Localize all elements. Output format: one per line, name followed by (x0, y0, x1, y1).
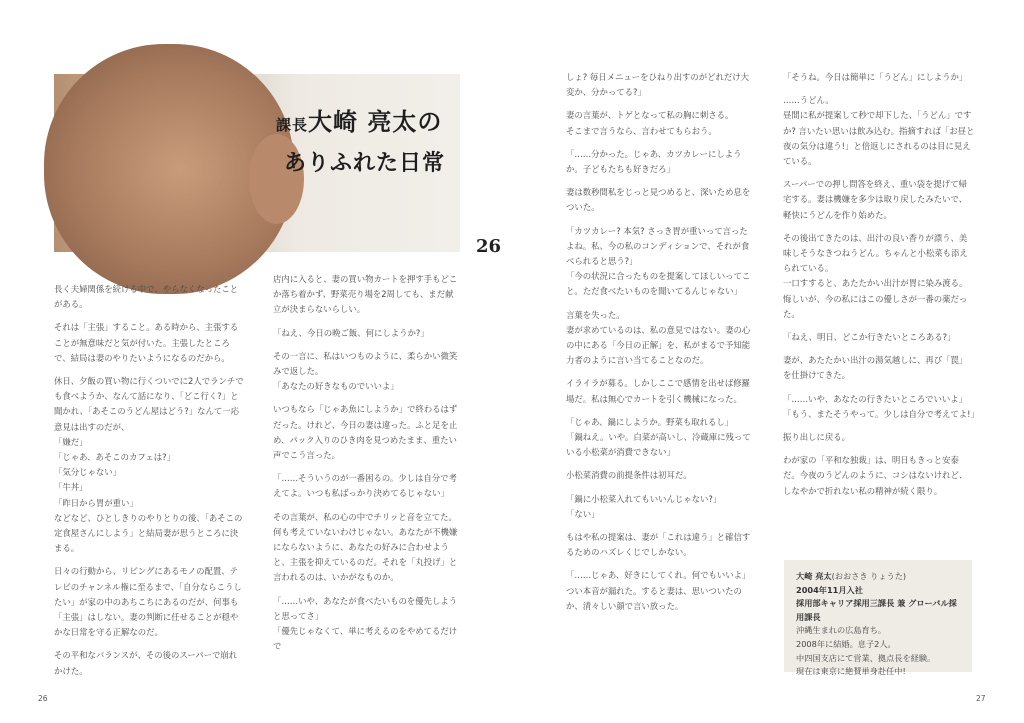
text-column-2 (273, 272, 461, 662)
profile-joined: 2004年11月入社 (796, 584, 863, 595)
paragraph: 「……じゃあ、好きにしてくれ。何でもいいよ」 つい本音が漏れた。すると妻は、思いついたのか、清々しい顔で言い放った。 (566, 570, 751, 611)
paragraph: その一言に、私はいつものように、柔らかい微笑みで返した。 「あなたの好きなものでいいよ」 (273, 350, 458, 392)
paragraph: 「……分かった。じゃあ、カツカレーにしようか。子どもたちも好きだろ」 (566, 148, 742, 175)
paragraph: 日々の行動から、リビングにあるモノの配置、テレビのチャンネル権に至るまで、「自分ならこうしたい」が家の中のあちこちにあるのだが、何事も「主張」はしない。妻の判断に任せることが穏やかな日常を守る正解なのだ。 (54, 566, 242, 638)
profile-name-line (796, 570, 962, 584)
paragraph: 妻が、あたたかい出汁の湯気越しに、再び「罠」を仕掛けてきた。 (783, 355, 968, 381)
paragraph: 妻の言葉が、トゲとなって私の胸に刺さる。 そこまで言うなら、言わせてもらおう。 (566, 110, 734, 136)
paragraph: 「鍋に小松菜入れてもいいんじゃない?」 「ない」 (566, 493, 722, 519)
paragraph: ……うどん。 昼間に私が提案して秒で却下した、「うどん」ですか? 言いたい思いは飲み込む。指摘すれば「お昼と夜の気分は違う!」と倍返しにされるのは目に見えている。 (783, 95, 975, 167)
title-rank: 課長 (276, 116, 309, 134)
paragraph: 振り出しに戻る。 (783, 432, 850, 443)
page-number-right: 27 (976, 694, 986, 703)
title-line-2: ありふれた日常 (284, 150, 446, 176)
page-number-left: 26 (38, 694, 48, 703)
paragraph: もはや私の提案は、妻が「これは違う」と確信するためのハズレくじでしかない。 (566, 532, 751, 558)
text-column-4 (783, 70, 979, 507)
text-column-3 (566, 70, 756, 622)
paragraph: 小松菜消費の前提条件は初耳だ。 (566, 470, 692, 481)
paragraph: いつもなら「じゃあ魚にしようか」で終わるはずだった。けれど、今日の妻は違った。ふと足を止め、パック入りのひき肉を見つめたまま、重たい声でこう言った。 (273, 404, 458, 461)
paragraph: 「カツカレー? 本気? さっき胃が重いって言ったよね。私、今の私のコンディションで、それが食べられると思う?」 「今の状況に合ったものを提案してほしいってこと。ただ食べたいものを聞いてるんじゃない」 (566, 225, 751, 297)
paragraph: 店内に入ると、妻の買い物カートを押す手もどこか落ち着かず、野菜売り場を2周しても、まだ献立が決まらないらしい。 (273, 274, 458, 315)
profile-bio: 沖縄生まれの広島育ち。 2008年に結婚。息子2人。 中四国支店にて営業、拠点長を経験。 現在は東京に絶賛単身赴任中! (796, 625, 936, 677)
paragraph: 休日、夕飯の買い物に行くついでに2人でランチでも食べようか、なんて話になり、「どこ行く?」と聞かれ、「あそこのうどん屋はどう?」なんて一応意見は出すのだが、 「嫌だ」 「じゃあ、あそこのカフェは?」 「気分じゃない」 「牛丼」 「昨日から胃が重い」 などなど、ひとしきりのやりとりの後、「あそこの定食屋さんにしよう」と結局妻が思うところに決まる。 (54, 376, 244, 554)
paragraph: 言葉を失った。 妻が求めているのは、私の意見ではない。妻の心の中にある「今日の正解」を、私がまるで予知能力者のように言い当てることなのだ。 (566, 309, 751, 366)
title-line-1 (276, 102, 442, 137)
paragraph: 「じゃあ、鍋にしようか。野菜も取れるし」 「鍋ねえ。いや。白菜が高いし、冷蔵庫に残っている小松菜が消費できない」 (566, 416, 751, 458)
paragraph: 「……いや、あなたの行きたいところでいいよ」 「もう、またそうやって。少しは自分で考えてよ!」 (783, 393, 979, 419)
paragraph: その言葉が、私の心の中でチリッと音を立てた。何も考えていないわけじゃない。あなたが不機嫌にならないように、あなたの好みに合わせようと、主張を抑えているのだ。それを「丸投げ」と言われるのは、いかがなものか。 (273, 511, 458, 583)
paragraph: 「そうね。今日は簡単に「うどん」にしようか」 (783, 72, 968, 82)
paragraph: 「ねえ、今日の晩ご飯、何にしようか?」 (273, 327, 429, 338)
paragraph: しょ? 毎日メニューをひねり出すのがどれだけ大変か、分かってる?」 (566, 72, 749, 98)
profile-role: 採用部キャリア採用三課長 兼 グローバル採用課長 (796, 598, 957, 622)
title-name: 大崎 亮太の (308, 107, 443, 136)
paragraph: 「……いや、あなたが食べたいものを優先しようと思ってさ」 「優先じゃなくて、単に考えるのをやめてるだけで (273, 595, 458, 652)
author-profile-box (784, 560, 972, 677)
profile-kana: (おおさき りょうた) (831, 571, 907, 581)
paragraph: その後出てきたのは、出汁の良い香りが漂う、美味しそうなきつねうどん。ちゃんと小松菜も添えられている。 一口すすると、あたたかい出汁が胃に染み渡る。悔しいが、今の私にはこの優しさが一番の薬だった。 (783, 232, 968, 319)
series-title (276, 96, 502, 257)
paragraph: わが家の「平和な独裁」は、明日もきっと安泰だ。今夜のうどんのように、コシはないけれど、しなやかで折れない私の精神が続く限り。 (783, 455, 968, 496)
header-photo-banner (54, 74, 502, 257)
paragraph: 妻は数秒間私をじっと見つめると、深いため息をついた。 (566, 187, 751, 213)
issue-number: 26 (476, 236, 502, 257)
paragraph: 「ねえ、明日、どこか行きたいところある?」 (783, 332, 956, 343)
paragraph: イライラが募る。しかしここで感情を出せば修羅場だ。私は無心でカートを引く機械になった。 (566, 378, 750, 404)
paragraph: スーパーでの押し問答を終え、重い袋を提げて帰宅する。妻は機嫌を多少は取り戻したみたいで、軽快にうどんを作り始めた。 (783, 179, 968, 220)
paragraph: 長く夫婦関係を続ける中で、やらなくなったことがある。 (54, 284, 239, 310)
text-column-1 (54, 282, 244, 687)
paragraph: その平和なバランスが、その後のスーパーで崩れかけた。 (54, 650, 238, 676)
paragraph: 「……そういうのが一番困るの。少しは自分で考えてよ。いつも私ばっかり決めてるじゃない」 (273, 473, 457, 499)
paragraph: それは「主張」すること。ある時から、主張することが無意味だと気が付いた。主張したところで、結局は妻のやりたいようになるのだから。 (54, 322, 239, 363)
profile-name: 大崎 亮太 (796, 571, 832, 581)
